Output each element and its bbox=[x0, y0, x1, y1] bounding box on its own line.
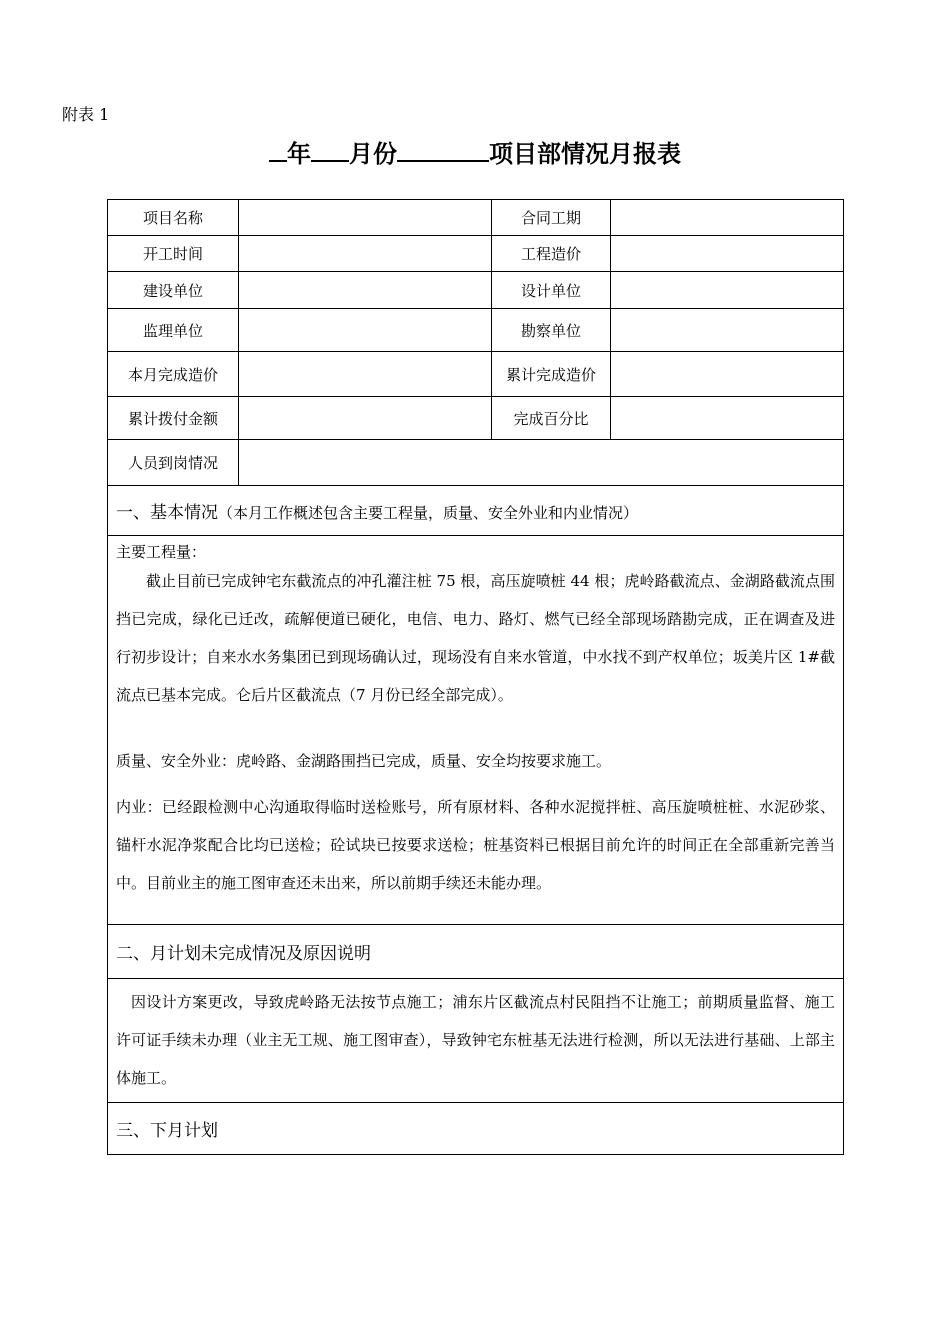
info-label: 累计完成造价 bbox=[492, 352, 611, 397]
section1-note: （本月工作概述包含主要工程量，质量、安全外业和内业情况） bbox=[218, 504, 639, 522]
section1-body[interactable] bbox=[108, 536, 844, 925]
info-label: 工程造价 bbox=[492, 236, 611, 272]
section2-body[interactable] bbox=[108, 979, 844, 1103]
info-label: 完成百分比 bbox=[492, 397, 611, 440]
survey-unit-field[interactable] bbox=[611, 309, 844, 352]
section3-heading-row bbox=[108, 1103, 844, 1155]
internal-text: 内业：已经跟检测中心沟通取得临时送检账号，所有原材料、各种水泥搅拌桩、高压旋喷桩桩、水泥砂浆、锚杆水泥净浆配合比均已送检；砼试块已按要求送检；桩基资料已根据目前允许的时间正在全部重新完善当中。目前业主的施工图审查还未出来，所以前期手续还未能办理。 bbox=[116, 798, 835, 892]
quality-text: 质量、安全外业：虎岭路、金湖路围挡已完成，质量、安全均按要求施工。 bbox=[116, 752, 612, 770]
section3-heading: 三、下月计划 bbox=[108, 1103, 844, 1155]
construction-unit-field[interactable] bbox=[239, 272, 492, 309]
month-blank[interactable] bbox=[311, 132, 349, 162]
cumulative-payment-field[interactable] bbox=[239, 397, 492, 440]
project-blank[interactable] bbox=[397, 132, 489, 162]
section1-title: 一、基本情况 bbox=[116, 503, 218, 523]
title-year-suffix: 年 bbox=[287, 140, 311, 168]
supervision-unit-field[interactable] bbox=[239, 309, 492, 352]
report-table bbox=[107, 199, 844, 1155]
completion-percent-field[interactable] bbox=[611, 397, 844, 440]
quantities-label: 主要工程量： bbox=[116, 543, 207, 561]
section1-heading-row bbox=[108, 486, 844, 536]
quantities-text: 截止目前已完成钟宅东截流点的冲孔灌注桩 75 根，高压旋喷桩 44 根；虎岭路截流点、金湖路截流点围挡已完成，绿化已迁改，疏解便道已硬化，电信、电力、路灯、燃气已经全部现场踏勘完成，正在调查及进行初步设计；自来水水务集团已到现场确认过，现场没有自来水管道，中水找不到产权单位；坂美片区 1#截流点已基本完成。仑后片区截流点（7 月份已经全部完成）。 bbox=[116, 572, 835, 704]
staff-field[interactable] bbox=[239, 440, 844, 486]
info-label: 累计拨付金额 bbox=[108, 397, 239, 440]
staff-row bbox=[108, 440, 844, 486]
section2-text: 因设计方案更改，导致虎岭路无法按节点施工；浦东片区截流点村民阻挡不让施工；前期质量监督、施工许可证手续未办理（业主无工规、施工图审查），导致钟宅东桩基无法进行检测，所以无法进行基础、上部主体施工。 bbox=[116, 993, 835, 1087]
title-month-suffix: 月份 bbox=[349, 140, 397, 168]
section1-heading bbox=[108, 486, 844, 536]
start-date-field[interactable] bbox=[239, 236, 492, 272]
info-row bbox=[108, 352, 844, 397]
info-row bbox=[108, 397, 844, 440]
section2-body-row bbox=[108, 979, 844, 1103]
report-title bbox=[0, 132, 950, 172]
project-cost-field[interactable] bbox=[611, 236, 844, 272]
info-label: 勘察单位 bbox=[492, 309, 611, 352]
info-label: 建设单位 bbox=[108, 272, 239, 309]
info-row bbox=[108, 309, 844, 352]
section1-body-row bbox=[108, 536, 844, 925]
info-label: 本月完成造价 bbox=[108, 352, 239, 397]
info-label: 设计单位 bbox=[492, 272, 611, 309]
info-label: 开工时间 bbox=[108, 236, 239, 272]
title-project-suffix: 项目部情况月报表 bbox=[489, 140, 681, 168]
info-row bbox=[108, 272, 844, 309]
section2-heading: 二、月计划未完成情况及原因说明 bbox=[108, 925, 844, 979]
cumulative-cost-field[interactable] bbox=[611, 352, 844, 397]
year-blank[interactable] bbox=[269, 132, 287, 162]
design-unit-field[interactable] bbox=[611, 272, 844, 309]
contract-period-field[interactable] bbox=[611, 200, 844, 236]
staff-label: 人员到岗情况 bbox=[108, 440, 239, 486]
info-label: 监理单位 bbox=[108, 309, 239, 352]
section2-heading-row bbox=[108, 925, 844, 979]
info-label: 合同工期 bbox=[492, 200, 611, 236]
project-name-field[interactable] bbox=[239, 200, 492, 236]
info-label: 项目名称 bbox=[108, 200, 239, 236]
monthly-cost-field[interactable] bbox=[239, 352, 492, 397]
info-row bbox=[108, 236, 844, 272]
info-row bbox=[108, 200, 844, 236]
appendix-label: 附表 1 bbox=[62, 105, 110, 124]
